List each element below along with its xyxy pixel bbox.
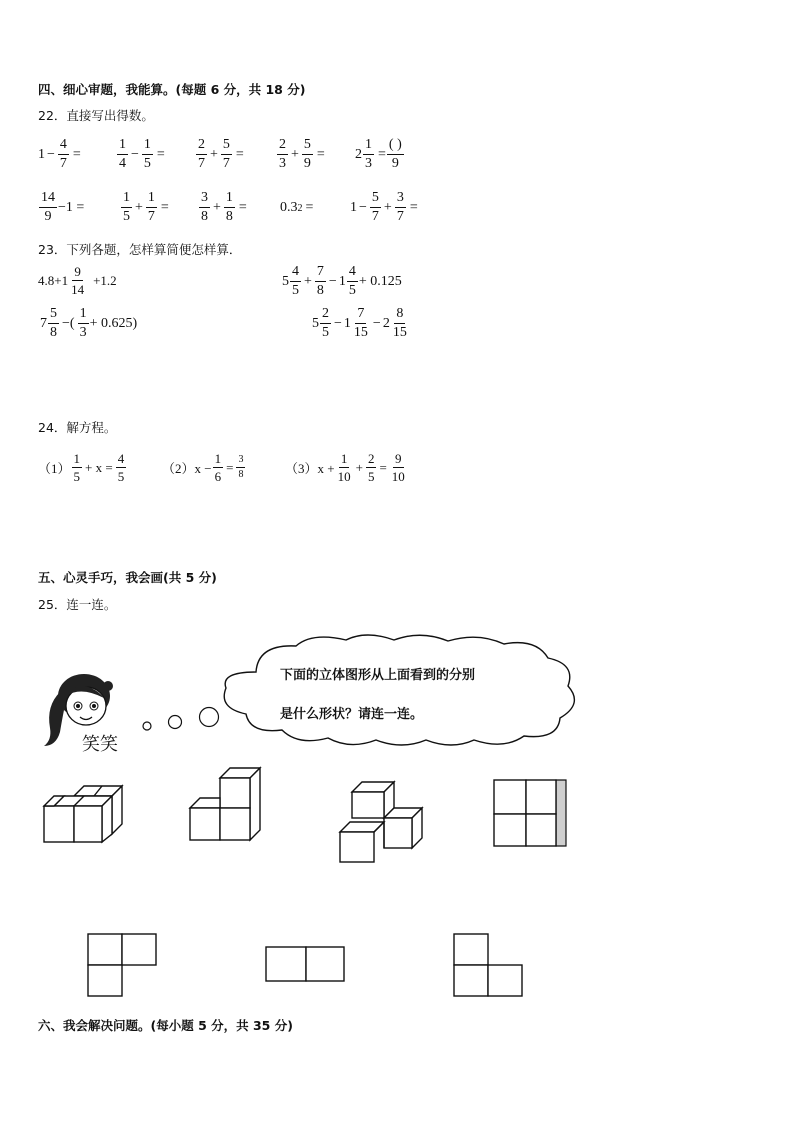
top-view-shape-3[interactable] [452, 930, 526, 1000]
q25-title: 25．连一连。 [38, 597, 117, 612]
q22-item-4: $\frac{2}{3}$ + $\frac{5}{9}$ = [279, 137, 325, 171]
answer-blank: $\frac{( )}{9}$ [388, 137, 402, 171]
q24-title: 24．解方程。 [38, 420, 117, 435]
section-4-heading: 四、细心审题，我能算。(每题 6 分，共 18 分) [38, 82, 306, 97]
thought-dots [138, 700, 224, 736]
solid-figure-4[interactable] [490, 776, 570, 848]
q23-title: 23．下列各题，怎样算简便怎样算． [38, 242, 242, 257]
top-view-shape-1[interactable] [86, 930, 160, 1000]
section-5-heading: 五、心灵手巧，我会画(共 5 分) [38, 570, 217, 585]
girl-name-label: 笑笑 [82, 734, 118, 755]
solid-figure-3[interactable] [338, 778, 426, 866]
q22-item-9: 0.3 2 = [280, 200, 314, 215]
q22-item-3: $\frac{2}{7}$ + $\frac{5}{7}$ = [198, 137, 244, 171]
bubble-text-line-1: 下面的立体图形从上面看到的分别 [280, 668, 476, 683]
thought-cloud [216, 632, 584, 750]
q22-item-7: $\frac{1}{5}$ + $\frac{1}{7}$ = [123, 190, 169, 224]
bubble-text-line-2: 是什么形状？请连一连。 [280, 707, 424, 722]
solid-figure-2[interactable] [186, 766, 266, 844]
q22-title: 22．直接写出得数。 [38, 108, 154, 123]
q24-equation-2: （2）x − $\frac{1}{6}$ = $\frac{3}{8}$ [162, 451, 244, 484]
q22-item-5: 2 $\frac{1}{3}$ = $\frac{( )}{9}$ [355, 137, 402, 171]
section-6-heading: 六、我会解决问题。(每小题 5 分，共 35 分) [38, 1018, 293, 1033]
q22-item-8: $\frac{3}{8}$ + $\frac{1}{8}$ = [201, 190, 247, 224]
q23-expr-3: 7 $\frac{5}{8}$ −( $\frac{1}{3}$ + 0.625) [40, 306, 138, 340]
q22-item-6: $\frac{14}{9}$ −1 = [41, 190, 85, 224]
q23-expr-1: 4.8+1 $\frac{9}{14}$ +1.2 [38, 264, 117, 297]
solid-figure-1[interactable] [40, 784, 124, 846]
q23-expr-2: 5 $\frac{4}{5}$ + $\frac{7}{8}$ − 1 $\frac{4}{5}$ + 0.125 [282, 264, 402, 298]
q22-item-2: $\frac{1}{4}$ − $\frac{1}{5}$ = [119, 137, 165, 171]
q22-item-1: 1 − $\frac{4}{7}$ = [38, 137, 81, 171]
q24-equation-3: （3）x + $\frac{1}{10}$ + $\frac{2}{5}$ = $\frac{9}{10}$ [285, 451, 405, 484]
q23-expr-4: 5 $\frac{2}{5}$ − 1 $\frac{7}{15}$ − 2 $\frac{8}{15}$ [312, 306, 407, 340]
q22-item-10: 1 − $\frac{5}{7}$ + $\frac{3}{7}$ = [350, 190, 418, 224]
q24-equation-1: （1） $\frac{1}{5}$ + x = $\frac{4}{5}$ [38, 451, 125, 484]
top-view-shape-2[interactable] [262, 944, 348, 984]
